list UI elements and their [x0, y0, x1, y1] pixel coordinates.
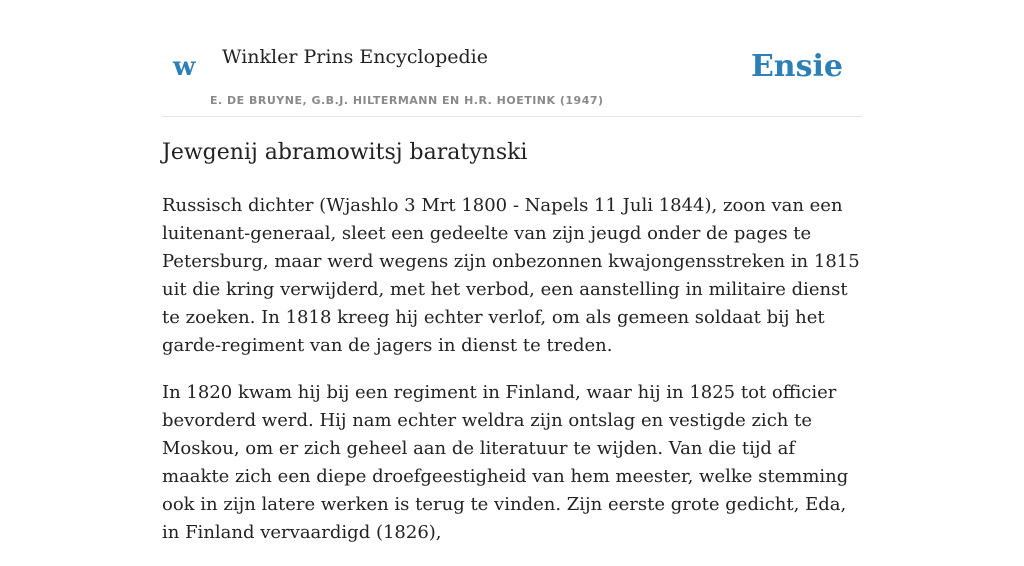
article-paragraph: Russisch dichter (Wjashlo 3 Mrt 1800 - Napels 11 Juli 1844), zoon van een luitenant-generaal, sleet een gedeelte van zijn jeugd onder de pages te Petersburg, maar werd wegens zijn onbezonnen kwajongensstreken in 1815 uit die kring verwijderd, met het verbod, een aanstelling in militaire dienst te zoeken. In 1818 kreeg hij echter verlof, om als gemeen soldaat bij het garde-regiment van de jagers in dienst te treden. [162, 195, 860, 356]
site-header [162, 40, 862, 117]
article-paragraph: In 1820 kwam hij bij een regiment in Finland, waar hij in 1825 tot officier bevorderd werd. Hij nam echter weldra zijn ontslag en vestigde zich te Moskou, om er zich geheel aan de literatuur te wijden. Van die tijd af maakte zich een diepe droefgeestigheid van hem meester, welke stemming ook in zijn latere werken is terug te vinden. Zijn eerste grote gedicht, Eda, in Finland vervaardigd (1826), [162, 382, 849, 543]
book-authors: E. DE BRUYNE, G.B.J. HILTERMANN EN H.R. HOETINK (1947) [210, 94, 604, 107]
ensie-brand-logo[interactable]: Ensie [750, 49, 843, 84]
publisher-logo-icon[interactable]: w [173, 52, 196, 82]
article-title: Jewgenij abramowitsj baratynski [162, 140, 528, 165]
book-title[interactable]: Winkler Prins Encyclopedie [222, 46, 488, 68]
article-body [162, 192, 862, 566]
